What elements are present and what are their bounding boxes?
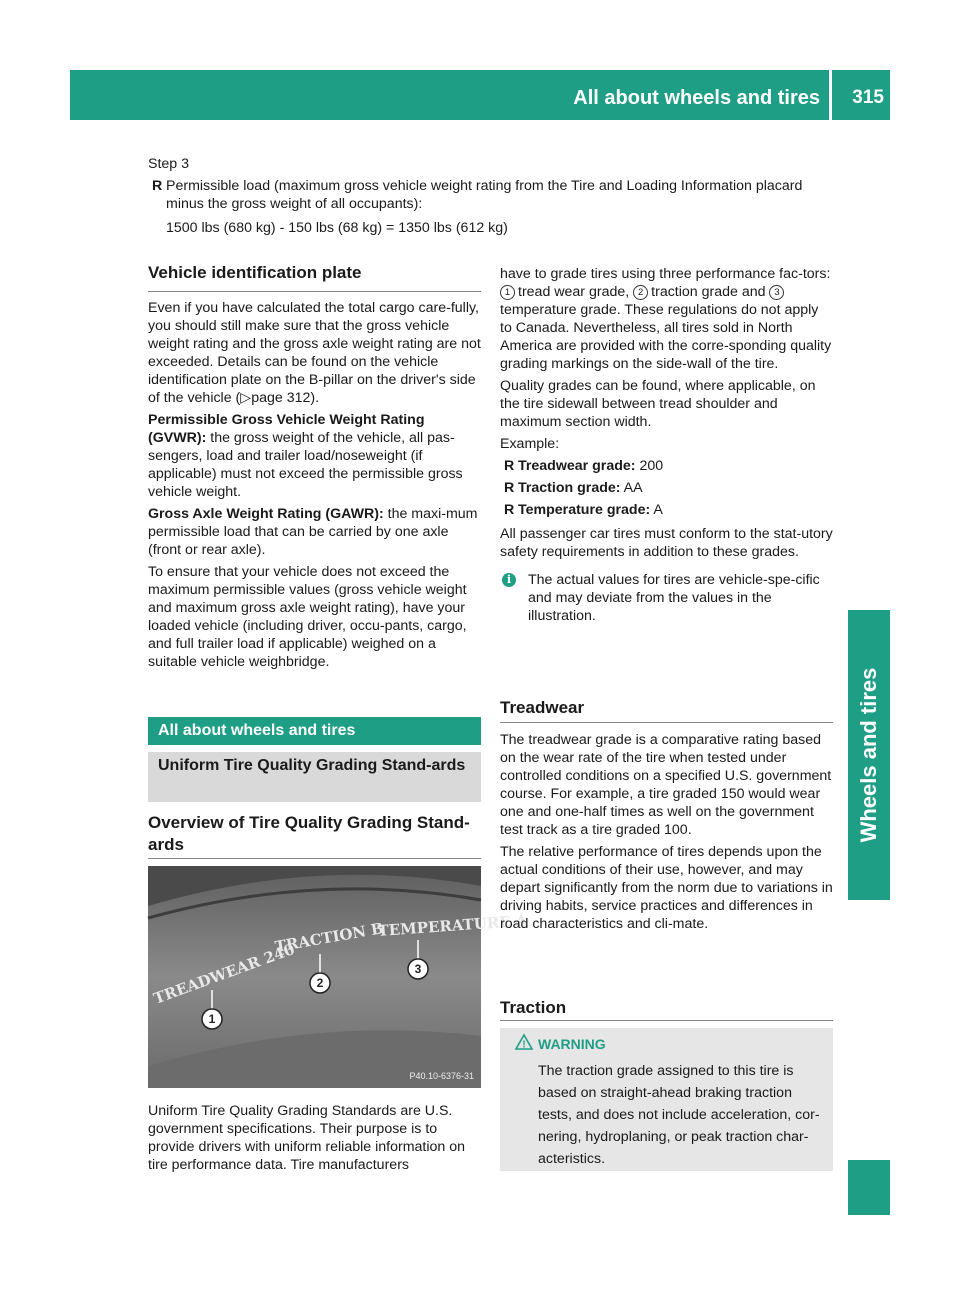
traction-heading: Traction [500,998,567,1017]
warning-icon [515,1034,533,1050]
info-icon: i [502,573,516,587]
vip-p1: Even if you have calculated the total cargo care-fully, you should still make sure that the gross vehicle weight rating and the gross axle weight rating are not exceeded. Details can be found on the vehicle identification plate on the B-pillar on the driver's side of the vehicle (▷page 312). [148,300,481,406]
step3-bullet-text: Permissible load (maximum gross vehicle weight rating from the Tire and Loading Information placard minus the gross weight of all occupants): [166,178,803,212]
vip-body [148,299,481,675]
treadwear-rule [500,722,833,723]
overview-heading: Overview of Tire Quality Grading Stand-ards [148,813,470,854]
page-number: 315 [852,87,884,108]
page-header [70,70,890,120]
chapter-marker [848,1160,890,1215]
tire-sidewall-image [148,866,529,1088]
svg-text:!: ! [522,1039,526,1051]
overview-caption: Uniform Tire Quality Grading Standards are U.S. government specifications. Their purpose is to provide drivers with uniform reliable information on tire performance data. Tire manufacturers [148,1103,465,1173]
treadwear-heading: Treadwear [500,698,585,717]
warning-text: The traction grade assigned to this tire is based on straight-ahead braking traction tests, and does not include acceleration, cor-nering, hydroplaning, or peak traction char-acteristics. [538,1063,820,1167]
circled-3: 3 [769,285,784,300]
grading-factors: have to grade tires using three performance fac-tors: 1 tread wear grade, 2 traction grade and 3temperature grade. These regulations do not apply to Canada. Nevertheless, all tires sold in North America are provided with the corre-sponding quality grading markings on the side-wall of the tire. [500,266,832,372]
tread-text: TREADWEAR 240 [151,940,298,1008]
example-label: Example: [500,436,560,452]
treadwear-p2: The relative performance of tires depends upon the actual conditions of their use, however, and may depart significantly from the norm due to variations in driving habits, service practices and differences in road characteristics and cli-mate. [500,844,833,932]
vip-p3: Gross Axle Weight Rating (GAWR): the maxi-mum permissible load that can be carried by one axle (front or rear axle). [148,506,478,558]
warning-box [500,1028,833,1171]
chapter-tab [848,610,890,900]
bullet-marker: R [152,178,163,194]
bullet-traction: R Traction grade: AA [504,480,643,496]
right-column-body [500,265,833,625]
conformance-text: All passenger car tires must conform to the stat-utory safety requirements in addition to these grades. [500,526,833,560]
circled-1: 1 [500,285,515,300]
traction-text: TRACTION B [273,919,386,956]
vip-p4: To ensure that your vehicle does not exceed the maximum permissible values (gross vehicle weight and maximum gross axle weight rating), have your loaded vehicle (including driver, occu-pants, cargo, and full trailer load if applicable) weighed on a suitable vehicle weighbridge. [148,564,467,670]
overview-rule [148,858,481,859]
callout-1: 1 [208,1012,216,1026]
vip-rule [148,291,481,292]
image-code: P40.10-6376-31 [409,1071,474,1081]
treadwear-p1: The treadwear grade is a comparative rating based on the wear rate of the tire when tested under controlled conditions on a specified U.S. government course. For example, a tire graded 150 would wear one and one-half times as well on the government test track as a tire graded 100. [500,732,832,838]
vip-heading: Vehicle identification plate [148,263,362,282]
treadwear-body [500,731,833,937]
tire-illustration [148,866,529,1088]
quality-location: Quality grades can be found, where applicable, on the tire sidewall between tread shoulder and maximum section width. [500,378,816,430]
traction-rule [500,1020,833,1021]
header-separator [829,70,832,120]
bullet-treadwear: R Treadwear grade: 200 [504,458,664,474]
info-note [500,571,833,625]
info-text: The actual values for tires are vehicle-spe-cific and may deviate from the values in the illustration. [528,572,820,624]
step3-formula: 1500 lbs (680 kg) - 150 lbs (68 kg) = 1350 lbs (612 kg) [166,220,508,236]
step3-bullet [148,177,838,213]
temperature-text: TEMPERATURE A [377,911,529,940]
warning-title: WARNING [538,1036,606,1052]
step3-label: Step 3 [148,156,190,172]
callout-3: 3 [414,962,422,976]
vip-p2: Permissible Gross Vehicle Weight Rating (GVWR): the gross weight of the vehicle, all pas-sengers, load and trailer load/noseweight (if applicable) must not exceed the permissible gross vehicle weight. [148,412,463,500]
bullet-temperature: R Temperature grade: A [504,502,663,518]
step3-block [148,155,838,241]
chapter-tab-label: Wheels and tires [856,667,881,843]
section-band: All about wheels and tires [148,717,481,745]
circled-2: 2 [633,285,648,300]
subsection-band: Uniform Tire Quality Grading Stand-ards [148,752,481,802]
callout-2: 2 [316,976,324,990]
header-title: All about wheels and tires [573,87,820,109]
